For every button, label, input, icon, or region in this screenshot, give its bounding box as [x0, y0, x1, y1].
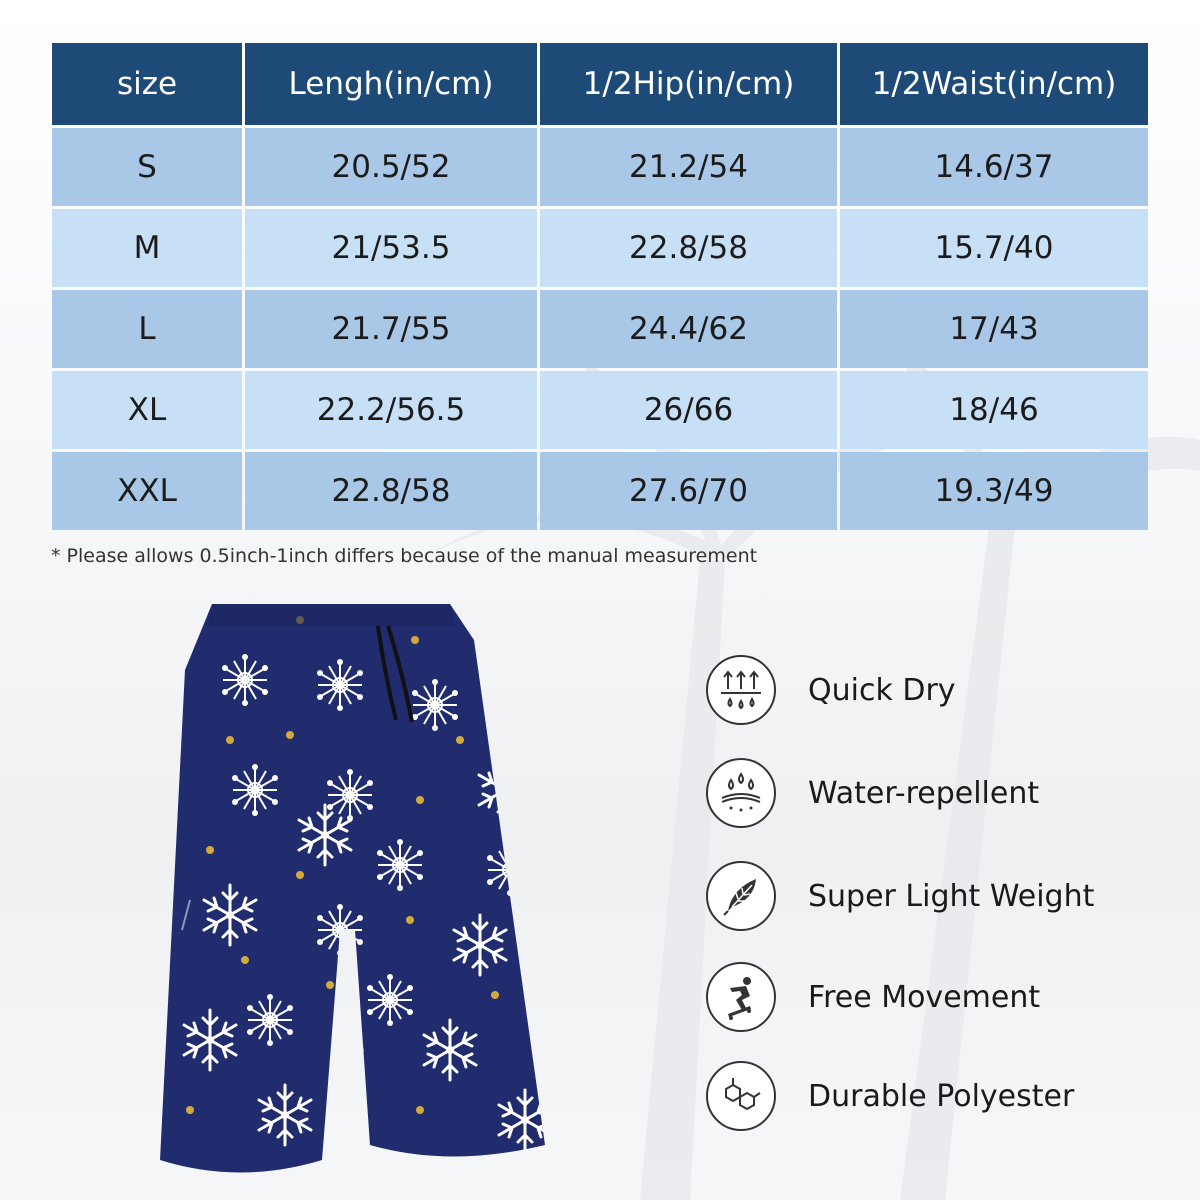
header-half-waist: 1/2Waist(in/cm): [840, 43, 1148, 125]
feature-label: Super Light Weight: [808, 878, 1095, 914]
cell-half-waist: 15.7/40: [840, 209, 1148, 287]
header-size: size: [52, 43, 242, 125]
table-row: [52, 209, 1148, 287]
cell-size: S: [52, 128, 242, 206]
cell-half-hip: 22.8/58: [540, 209, 837, 287]
header-half-hip: 1/2Hip(in/cm): [540, 43, 837, 125]
feature-label: Quick Dry: [808, 672, 956, 708]
cell-length: 22.2/56.5: [245, 371, 537, 449]
size-chart-table: [49, 40, 1151, 533]
quick-dry-icon: [706, 655, 776, 725]
table-row: [52, 290, 1148, 368]
measurement-note: * Please allows 0.5inch-1inch differs because of the manual measurement: [51, 545, 758, 567]
molecule-icon: [706, 1061, 776, 1131]
cell-half-hip: 21.2/54: [540, 128, 837, 206]
cell-half-hip: 26/66: [540, 371, 837, 449]
feature-label: Durable Polyester: [808, 1078, 1075, 1114]
cell-half-waist: 14.6/37: [840, 128, 1148, 206]
cell-length: 22.8/58: [245, 452, 537, 530]
cell-half-hip: 24.4/62: [540, 290, 837, 368]
size-chart-header-row: [52, 43, 1148, 125]
cell-half-waist: 17/43: [840, 290, 1148, 368]
table-row: [52, 371, 1148, 449]
cell-half-waist: 18/46: [840, 371, 1148, 449]
cell-half-hip: 27.6/70: [540, 452, 837, 530]
cell-length: 21/53.5: [245, 209, 537, 287]
cell-length: 21.7/55: [245, 290, 537, 368]
header-length: Lengh(in/cm): [245, 43, 537, 125]
table-row: [52, 128, 1148, 206]
feature-quick-dry: [706, 654, 1166, 726]
feature-label: Free Movement: [808, 979, 1041, 1015]
feature-light-weight: [706, 860, 1166, 932]
cell-size: XL: [52, 371, 242, 449]
board-shorts-image: [150, 600, 570, 1190]
table-row: [52, 452, 1148, 530]
feather-icon: [706, 861, 776, 931]
feature-free-movement: [706, 961, 1166, 1033]
cell-size: M: [52, 209, 242, 287]
cell-half-waist: 19.3/49: [840, 452, 1148, 530]
feature-water-repellent: [706, 757, 1166, 829]
cell-length: 20.5/52: [245, 128, 537, 206]
feature-label: Water-repellent: [808, 775, 1040, 811]
cell-size: XXL: [52, 452, 242, 530]
feature-durable-polyester: [706, 1060, 1166, 1132]
water-drop-icon: [706, 758, 776, 828]
skateboarder-icon: [706, 962, 776, 1032]
cell-size: L: [52, 290, 242, 368]
